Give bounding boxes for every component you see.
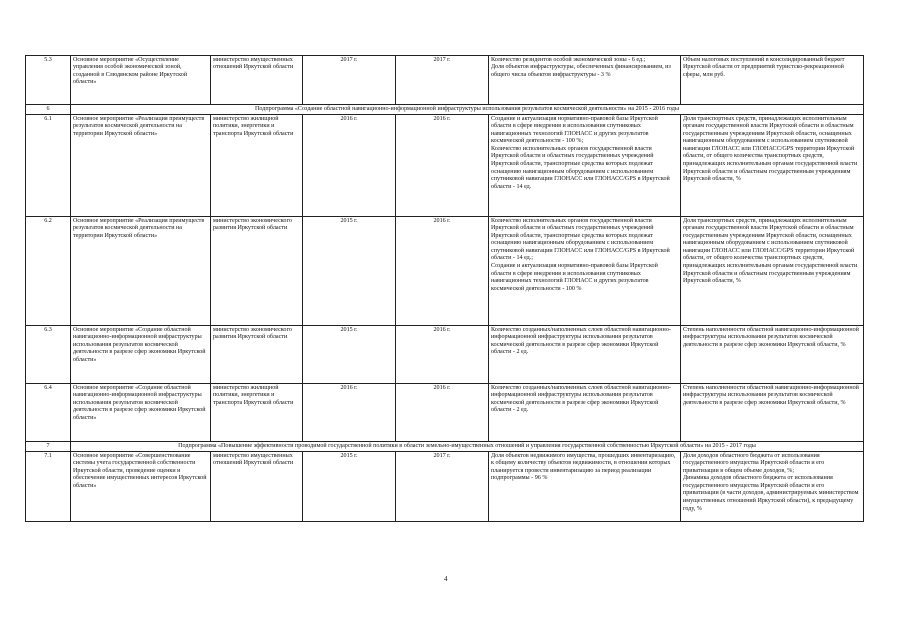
executor: министерство экономического развития Иркутской области [211, 217, 303, 326]
target-indicator: Доля транспортных средств, принадлежащих исполнительным органам государственной власти Иркутской области и областным государственным учреждениям Иркутской области, оснащенных навигационным оборудованием с использованием спутниковой навигации ГЛОНАСС или ГЛОНАСС/GPS территории Иркутской области, от общего количества транспортных средств, принадлежащих исполнительным органам государственной власти Иркутской области и областным государственным учреждениям Иркутской области, % [681, 217, 864, 326]
executor: министерство экономического развития Иркутской области [211, 326, 303, 384]
table-row [26, 326, 864, 384]
table-row [26, 217, 864, 326]
start-year: 2015 г. [303, 217, 396, 326]
subprogram-title: Подпрограмма «Повышение эффективности проводимой государственной политики в области земельно-имущественных отношений и управления государственной собственностью Иркутской области» на 2015 - 2017 годы [71, 442, 864, 452]
target-indicator: Доля транспортных средств, принадлежащих исполнительным органам государственной власти Иркутской области и областным государственным учреждениям Иркутской области, оснащенных навигационным оборудованием с использованием спутниковой навигации ГЛОНАСС или ГЛОНАСС/GPS территории Иркутской области, от общего количества транспортных средств, принадлежащих исполнительным органам государственной власти Иркутской области и областным государственным учреждениям Иркутской области, % [681, 115, 864, 217]
table-row [26, 452, 864, 522]
target-indicator: Степень наполненности областной навигационно-информационной инфраструктуры использования результатов космической деятельности в разрезе сфер экономики Иркутской области, % [681, 384, 864, 442]
end-year: 2016 г. [396, 115, 489, 217]
subprogram-title: Подпрограмма «Создание областной навигационно-информационной инфраструктуры использования результатов космической деятельности» на 2015 - 2016 годы [71, 105, 864, 115]
executor: министерство имущественных отношений Иркутской области [211, 56, 303, 105]
subprogram-row [26, 105, 864, 115]
event-name: Основное мероприятие «Осуществление управления особой экономической зоной, созданной в Слюдянском районе Иркутской области» [71, 56, 211, 105]
row-number: 6.3 [26, 326, 71, 384]
table-row [26, 115, 864, 217]
event-name: Основное мероприятие «Создание областной навигационно-информационной инфраструктуры использования результатов космической деятельности в разрезе сфер экономики Иркутской области» [71, 384, 211, 442]
event-name: Основное мероприятие «Совершенствование системы учета государственной собственности Иркутской области, проведение оценки и обеспечение имущественных интересов Иркутской области» [71, 452, 211, 522]
direct-result: Количество созданных/наполненных слоев областной навигационно-информационной инфраструктуры использования результатов космической деятельности в разрезе сфер экономики Иркутской области - 2 ед. [489, 384, 681, 442]
row-number: 5.3 [26, 56, 71, 105]
event-name: Основное мероприятие «Реализация преимуществ результатов космической деятельности на территории Иркутской области» [71, 115, 211, 217]
direct-result: Создание и актуализация нормативно-правовой базы Иркутской области в сфере внедрения и использования спутниковых навигационных технологий ГЛОНАСС и других результатов космической деятельности - 100 %; Количество исполнительных органов государственной власти Иркутской области и областных государственных учреждений Иркутской области, транспортные средства которых подлежат оснащению навигационным оборудованием с использованием спутниковой навигации ГЛОНАСС или ГЛОНАСС/GPS в Иркутской области - 14 ед. [489, 115, 681, 217]
program-measures-table [25, 55, 864, 522]
table-row [26, 384, 864, 442]
table-row [26, 56, 864, 105]
row-number: 6.2 [26, 217, 71, 326]
end-year: 2016 г. [396, 384, 489, 442]
direct-result: Количество созданных/наполненных слоев областной навигационно-информационной инфраструктуры использования результатов космической деятельности в разрезе сфер экономики Иркутской области - 2 ед. [489, 326, 681, 384]
row-number: 6.4 [26, 384, 71, 442]
end-year: 2016 г. [396, 217, 489, 326]
end-year: 2016 г. [396, 326, 489, 384]
end-year: 2017 г. [396, 452, 489, 522]
direct-result: Количество резидентов особой экономической зоны - 6 ед.; Доля объектов инфраструктуры, обеспеченных финансированием, из общего числа объектов инфраструктуры - 3 % [489, 56, 681, 105]
executor: министерство имущественных отношений Иркутской области [211, 452, 303, 522]
row-number: 7.1 [26, 452, 71, 522]
start-year: 2016 г. [303, 384, 396, 442]
target-indicator: Доля доходов областного бюджета от использования государственного имущества Иркутской области и его приватизации в общем объеме доходов, %; Динамика доходов областного бюджета от использования государственного имущества Иркутской области и его приватизации (в части доходов, администрируемых министерством имущественных отношений Иркутской области), к предыдущему году, % [681, 452, 864, 522]
direct-result: Количество исполнительных органов государственной власти Иркутской области и областных государственных учреждений Иркутской области, транспортные средства которых подлежат оснащению навигационным оборудованием с использованием спутниковой навигации ГЛОНАСС или ГЛОНАСС/GPS в Иркутской области - 14 ед.; Создание и актуализация нормативно-правовой базы Иркутской области в сфере внедрения и использования спутниковых навигационных технологий ГЛОНАСС и других результатов космической деятельности - 100 % [489, 217, 681, 326]
subprogram-number: 7 [26, 442, 71, 452]
executor: министерство жилищной политики, энергетики и транспорта Иркутской области [211, 384, 303, 442]
start-year: 2015 г. [303, 326, 396, 384]
start-year: 2015 г. [303, 452, 396, 522]
end-year: 2017 г. [396, 56, 489, 105]
target-indicator: Степень наполненности областной навигационно-информационной инфраструктуры использования результатов космической деятельности в разрезе сфер экономики Иркутской области, % [681, 326, 864, 384]
subprogram-number: 6 [26, 105, 71, 115]
direct-result: Доля объектов недвижимого имущества, прошедших инвентаризацию, к общему количеству объектов недвижимости, в отношении которых планируется провести инвентаризацию за период реализации подпрограммы - 96 % [489, 452, 681, 522]
subprogram-row [26, 442, 864, 452]
event-name: Основное мероприятие «Реализация преимуществ результатов космической деятельности на территории Иркутской области» [71, 217, 211, 326]
row-number: 6.1 [26, 115, 71, 217]
executor: министерство жилищной политики, энергетики и транспорта Иркутской области [211, 115, 303, 217]
start-year: 2017 г. [303, 56, 396, 105]
event-name: Основное мероприятие «Создание областной навигационно-информационной инфраструктуры использования результатов космической деятельности в разрезе сфер экономики Иркутской области» [71, 326, 211, 384]
start-year: 2016 г. [303, 115, 396, 217]
page-number: 4 [444, 575, 448, 583]
target-indicator: Объем налоговых поступлений в консолидированный бюджет Иркутской области от предприятий туристско-рекреационной сферы, млн руб. [681, 56, 864, 105]
